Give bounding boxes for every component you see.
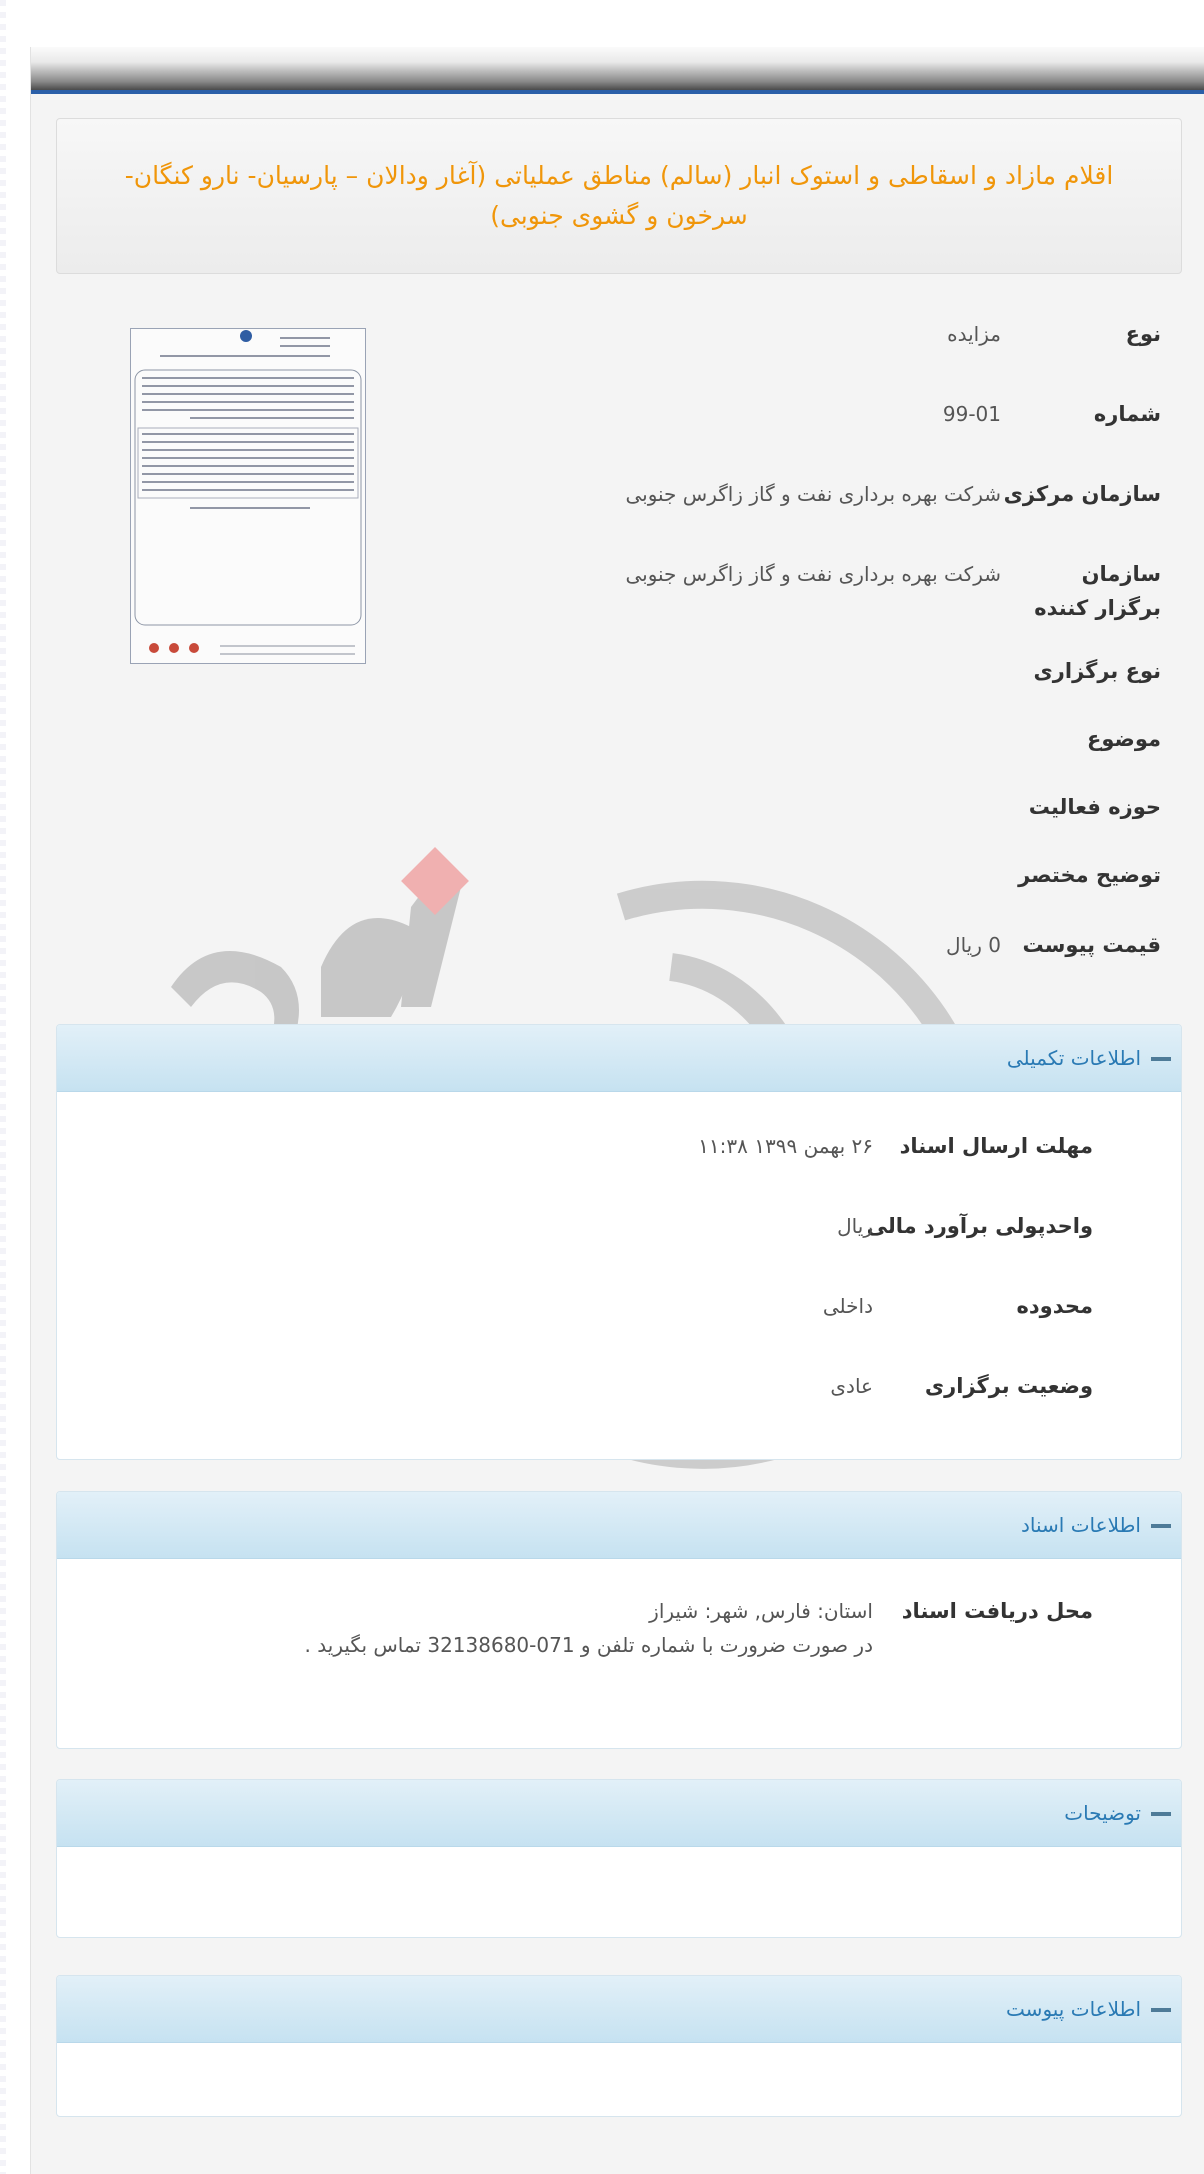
document-thumbnail[interactable] <box>130 328 366 664</box>
field-type <box>631 317 1161 357</box>
collapse-icon[interactable] <box>1151 1057 1171 1061</box>
title-box <box>56 118 1182 274</box>
attachments-header[interactable] <box>57 1976 1181 2043</box>
field-central-org <box>591 477 1161 517</box>
collapse-icon[interactable] <box>1151 1812 1171 1816</box>
currency-value: ریال <box>837 1214 873 1238</box>
activity-label: حوزه فعالیت <box>1028 795 1161 819</box>
organizer-value: شرکت بهره برداری نفت و گاز زاگرس جنوبی <box>625 562 1001 586</box>
extra-info-header[interactable] <box>57 1025 1181 1092</box>
location-label: محل دریافت اسناد <box>901 1599 1093 1623</box>
documents-panel <box>56 1491 1182 1749</box>
attachment-price-label: قیمت پیوست <box>1022 933 1161 957</box>
location-line2: در صورت ضرورت با شماره تلفن و 071-32138680 تماس بگیرید . <box>304 1633 873 1657</box>
documents-header[interactable] <box>57 1492 1181 1559</box>
location-line1: استان: فارس, شهر: شیراز <box>649 1599 873 1623</box>
collapse-icon[interactable] <box>1151 2008 1171 2012</box>
scope-value: داخلی <box>822 1294 873 1318</box>
top-bar <box>31 47 1204 94</box>
status-value: عادی <box>830 1374 873 1398</box>
field-status <box>393 1369 1093 1409</box>
field-organizer <box>591 557 1161 637</box>
content-frame <box>30 47 1204 2174</box>
field-currency <box>393 1209 1093 1249</box>
field-deadline <box>393 1129 1093 1169</box>
number-value: 99-01 <box>942 402 1001 426</box>
scope-label: محدوده <box>1016 1294 1093 1318</box>
field-location <box>193 1594 1093 1674</box>
attachment-price-value: 0 ریال <box>946 933 1001 957</box>
attachments-panel <box>56 1975 1182 2117</box>
collapse-icon[interactable] <box>1151 1524 1171 1528</box>
notes-panel <box>56 1779 1182 1938</box>
description-label: توضیح مختصر <box>1018 863 1161 887</box>
field-attachment-price <box>631 928 1161 968</box>
left-edge-pattern <box>0 0 6 2174</box>
field-description <box>831 858 1161 898</box>
extra-info-panel <box>56 1024 1182 1460</box>
deadline-value: ۲۶ بهمن ۱۳۹۹ ۱۱:۳۸ <box>698 1134 873 1158</box>
status-label: وضعیت برگزاری <box>924 1374 1093 1398</box>
notes-title: توضیحات <box>1064 1801 1141 1825</box>
number-label: شماره <box>1093 402 1161 426</box>
extra-info-title: اطلاعات تکمیلی <box>1006 1046 1141 1070</box>
documents-title: اطلاعات اسناد <box>1021 1513 1141 1537</box>
page-title: اقلام مازاد و اسقاطی و استوک انبار (سالم) مناطق عملیاتی (آغار ودالان – پارسیان- نارو کنگان- سرخون و گشوی جنوبی) <box>124 161 1114 230</box>
field-number <box>631 397 1161 437</box>
organizer-label: سازمان برگزار کننده <box>1034 562 1161 620</box>
type-label: نوع <box>1125 322 1161 346</box>
central-org-label: سازمان مرکزی <box>1003 482 1161 506</box>
deadline-label: مهلت ارسال اسناد <box>899 1134 1093 1158</box>
field-scope <box>393 1289 1093 1329</box>
field-activity <box>831 790 1161 830</box>
attachments-title: اطلاعات پیوست <box>1006 1997 1141 2021</box>
type-value: مزایده <box>947 322 1001 346</box>
field-subject <box>831 722 1161 762</box>
currency-label: واحدپولی برآورد مالی <box>866 1214 1093 1238</box>
field-holding-type <box>831 654 1161 694</box>
subject-label: موضوع <box>1087 727 1161 751</box>
notes-header[interactable] <box>57 1780 1181 1847</box>
central-org-value: شرکت بهره برداری نفت و گاز زاگرس جنوبی <box>625 482 1001 506</box>
holding-type-label: نوع برگزاری <box>1033 659 1161 683</box>
